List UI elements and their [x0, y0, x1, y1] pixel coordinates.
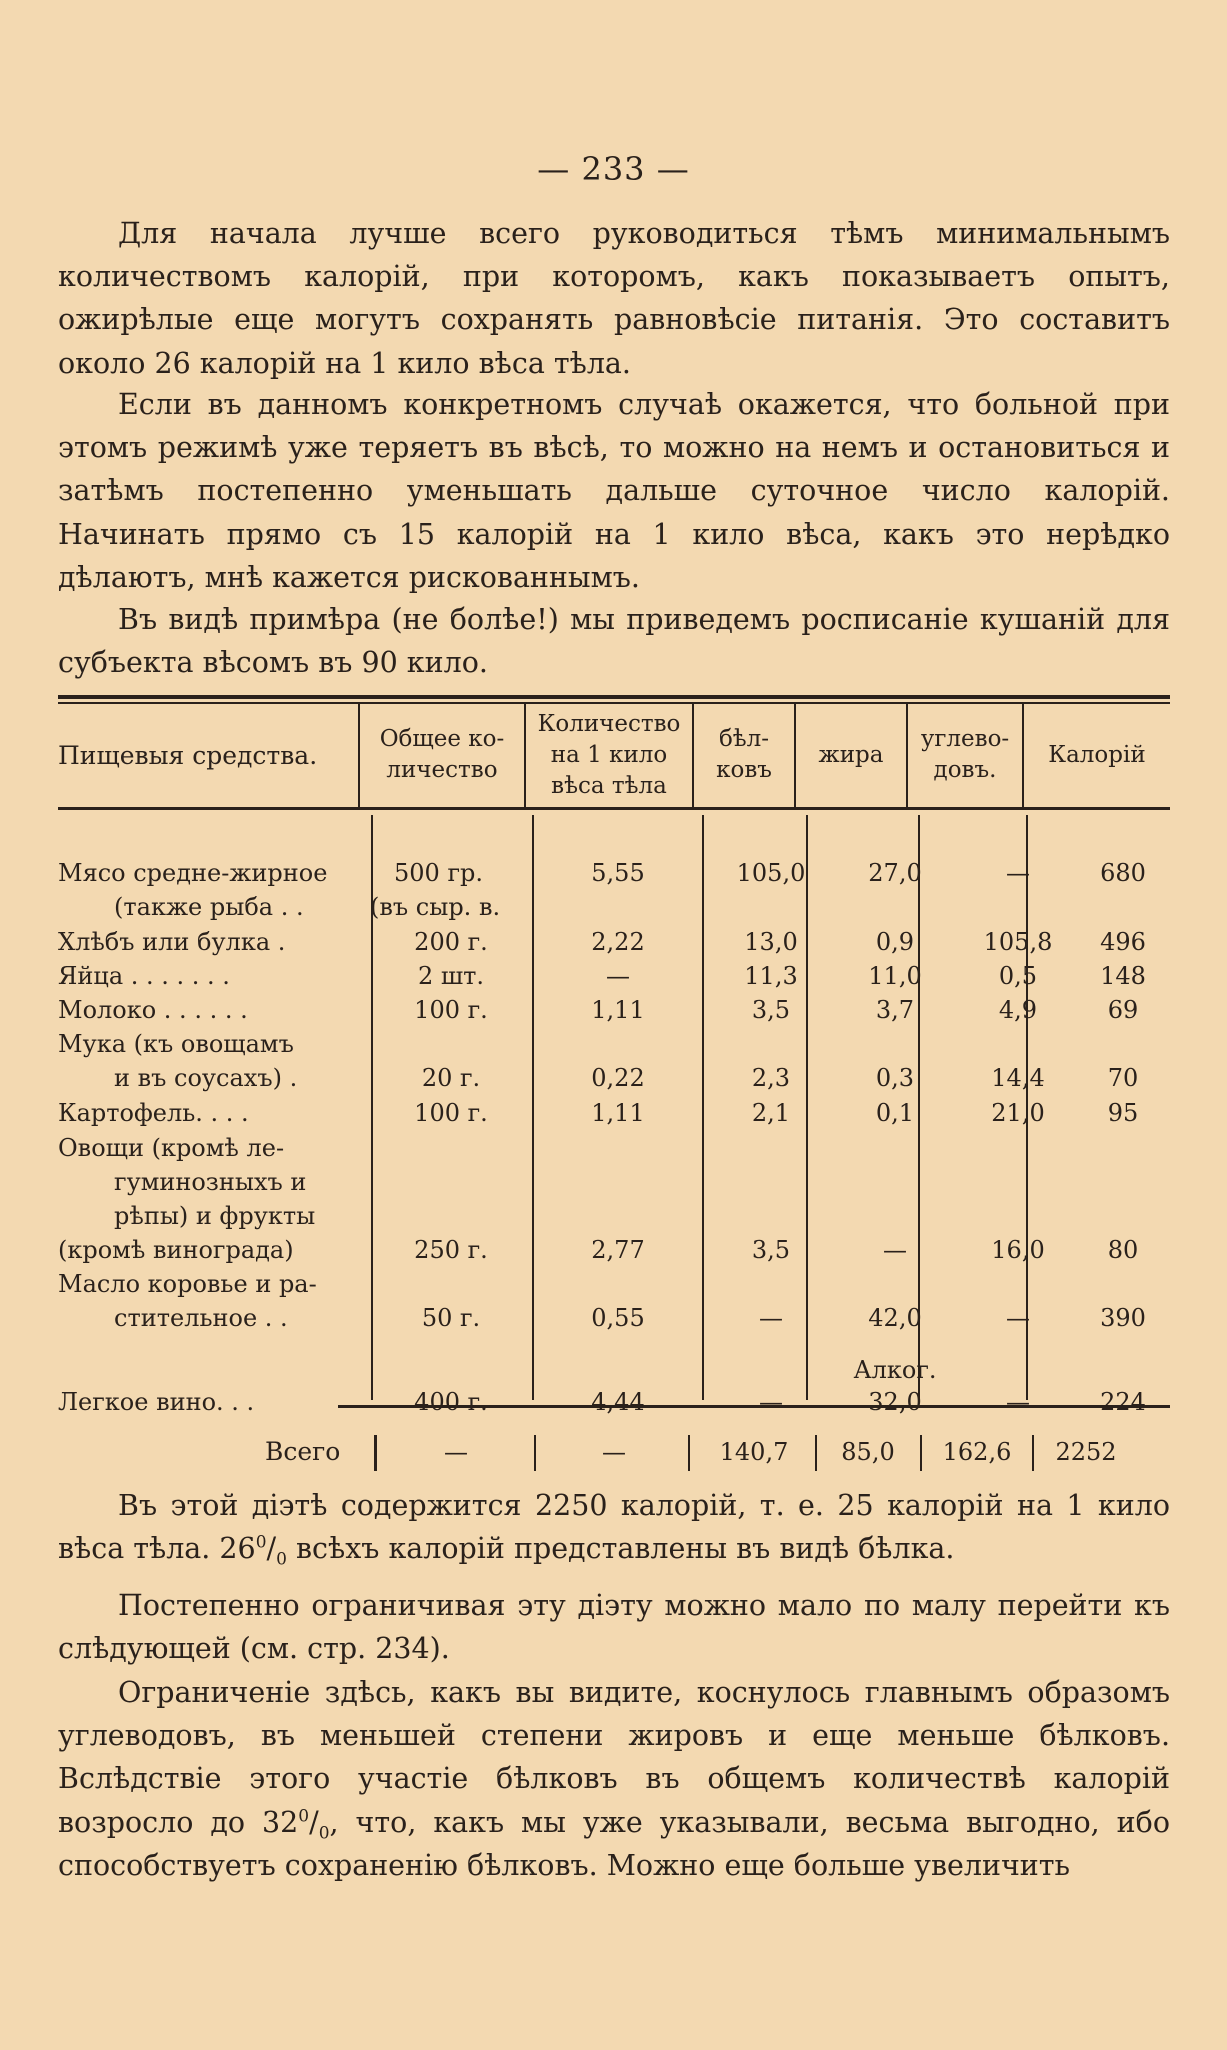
header-per-kilo: Количество на 1 кило вѣса тѣла — [537, 710, 681, 799]
kcal: 80 — [1107, 1236, 1139, 1264]
amount: 500 гр. (въ сыр. в. — [370, 859, 501, 921]
carbs: 14,4 — [991, 1064, 1045, 1092]
paragraph-3: Въ видѣ примѣра (не болѣе!) мы приведемъ росписаніе кушаній для субъекта вѣсомъ въ 90 кило. — [58, 603, 1170, 680]
fat: 0,1 — [875, 1099, 915, 1127]
fat: 0,9 — [875, 928, 915, 956]
food-name: Легкое вино. . . — [58, 1388, 255, 1416]
carbs: — — [1006, 1304, 1030, 1332]
protein: 13,0 — [744, 928, 798, 956]
fat: 27,0 — [868, 859, 922, 887]
protein: — — [759, 1388, 783, 1416]
food-name: Овощи (кромѣ ле- гуминозныхъ и рѣпы) и фрукты (кромѣ винограда) — [58, 1134, 316, 1264]
fat: 42,0 — [868, 1304, 922, 1332]
kcal: 70 — [1107, 1064, 1139, 1092]
diet-table — [58, 695, 1170, 1475]
fat: 0,3 — [875, 1064, 915, 1092]
carbs: 0,5 — [998, 962, 1038, 990]
food-name: Масло коровье и ра- стительное . . — [58, 1270, 317, 1332]
food-name: Картофель. . . . — [58, 1099, 249, 1127]
paragraph-6: Ограниченіе здѣсь, какъ вы видите, коснулось главнымъ образомъ углеводовъ, въ меньшей степени жировъ и еще меньше бѣлковъ. Вслѣдствіе этого участіе бѣлковъ въ общемъ количествѣ калорій возросло до $32^0/_0$, что, какъ мы уже указывали, весьма выгодно, ибо способствуетъ сохраненію бѣлковъ. Можно еще больше увеличить — [58, 1676, 1170, 1882]
amount: 100 г. — [414, 1099, 488, 1127]
header-protein: бѣл- ковъ — [716, 726, 772, 783]
kcal: 390 — [1100, 1304, 1146, 1332]
per-kilo: — — [606, 962, 630, 990]
carbs: 4,9 — [998, 996, 1038, 1024]
protein: 11,3 — [744, 962, 798, 990]
page-number: — 233 — — [537, 150, 690, 188]
amount: 2 шт. — [417, 962, 485, 990]
header-fat: жира — [818, 741, 884, 768]
fat: 11,0 — [868, 962, 922, 990]
per-kilo: 1,11 — [591, 996, 645, 1024]
total-fat: 85,0 — [841, 1438, 895, 1466]
total-protein: 140,7 — [719, 1438, 789, 1466]
per-kilo: 2,77 — [591, 1236, 645, 1264]
total-amount: — — [444, 1438, 468, 1466]
total-label: Всего — [265, 1437, 341, 1466]
paragraph-1: Для начала лучше всего руководиться тѣмъ минимальнымъ количествомъ калорій, при которомъ, какъ показываетъ опытъ, ожирѣлые еще могутъ сохранять равновѣсіе питанія. Это составитъ около 26 калорій на 1 кило вѣса тѣла. — [58, 217, 1170, 380]
carbs: 21,0 — [991, 1099, 1045, 1127]
kcal: 148 — [1100, 962, 1146, 990]
header-kcal: Калорій — [1048, 741, 1146, 768]
carbs: 16,0 — [991, 1236, 1045, 1264]
protein: 3,5 — [751, 996, 791, 1024]
amount: 200 г. — [414, 928, 488, 956]
amount: 250 г. — [414, 1236, 488, 1264]
food-name: Мясо средне-жирное (также рыба . . — [58, 859, 328, 921]
amount: 50 г. — [421, 1304, 481, 1332]
per-kilo: 0,55 — [591, 1304, 645, 1332]
amount: 100 г. — [414, 996, 488, 1024]
per-kilo: 2,22 — [591, 928, 645, 956]
food-name: Молоко . . . . . . — [58, 996, 248, 1024]
kcal: 69 — [1107, 996, 1139, 1024]
fat: — — [883, 1236, 907, 1264]
paragraph-2: Если въ данномъ конкретномъ случаѣ окажется, что больной при этомъ режимѣ уже теряетъ въ вѣсѣ, то можно на немъ и остановиться и затѣмъ постепенно уменьшать дальше суточное число калорій. Начинать прямо съ 15 калорій на 1 кило вѣса, какъ это нерѣдко дѣлаютъ, мнѣ кажется рискованнымъ. — [58, 388, 1170, 594]
kcal: 224 — [1100, 1388, 1146, 1416]
food-name: Мука (къ овощамъ и въ соусахъ) . — [58, 1030, 298, 1092]
total-carbs: 162,6 — [942, 1438, 1012, 1466]
header-amount: Общее ко- личество — [379, 726, 505, 783]
alcohol-note: Алког. — [853, 1356, 937, 1384]
kcal: 95 — [1107, 1099, 1139, 1127]
protein: 2,3 — [751, 1064, 791, 1092]
paragraph-4: Въ этой діэтѣ содержится 2250 калорій, т. е. 25 калорій на 1 кило вѣса тѣла. $26^0/_0$ всѣхъ калорій представлены въ видѣ бѣлка. — [58, 1489, 1170, 1570]
kcal: 496 — [1100, 928, 1146, 956]
kcal: 680 — [1100, 859, 1146, 887]
fat: 3,7 — [875, 996, 915, 1024]
protein: — — [759, 1304, 783, 1332]
carbs: — — [1006, 859, 1030, 887]
per-kilo: 4,44 — [591, 1388, 645, 1416]
total-kcal: 2252 — [1055, 1438, 1117, 1466]
per-kilo: 5,55 — [591, 859, 645, 887]
food-name: Хлѣбъ или булка . — [58, 928, 286, 956]
carbs: — — [1006, 1388, 1030, 1416]
fat: 32,0 — [868, 1388, 922, 1416]
paragraph-5: Постепенно ограничивая эту діэту можно мало по малу перейти къ слѣдующей (см. стр. 234). — [58, 1589, 1170, 1666]
header-food: Пищевыя средства. — [58, 740, 318, 770]
per-kilo: 1,11 — [591, 1099, 645, 1127]
carbs: 105,8 — [983, 928, 1053, 956]
protein: 2,1 — [751, 1099, 791, 1127]
header-carbs: углево- довъ. — [920, 726, 1010, 783]
protein: 3,5 — [751, 1236, 791, 1264]
amount: 400 г. — [414, 1388, 488, 1416]
food-name: Яйца . . . . . . . — [58, 962, 230, 990]
protein: 105,0 — [736, 859, 806, 887]
per-kilo: 0,22 — [591, 1064, 645, 1092]
total-per-kilo: — — [602, 1438, 626, 1466]
amount: 20 г. — [421, 1064, 481, 1092]
